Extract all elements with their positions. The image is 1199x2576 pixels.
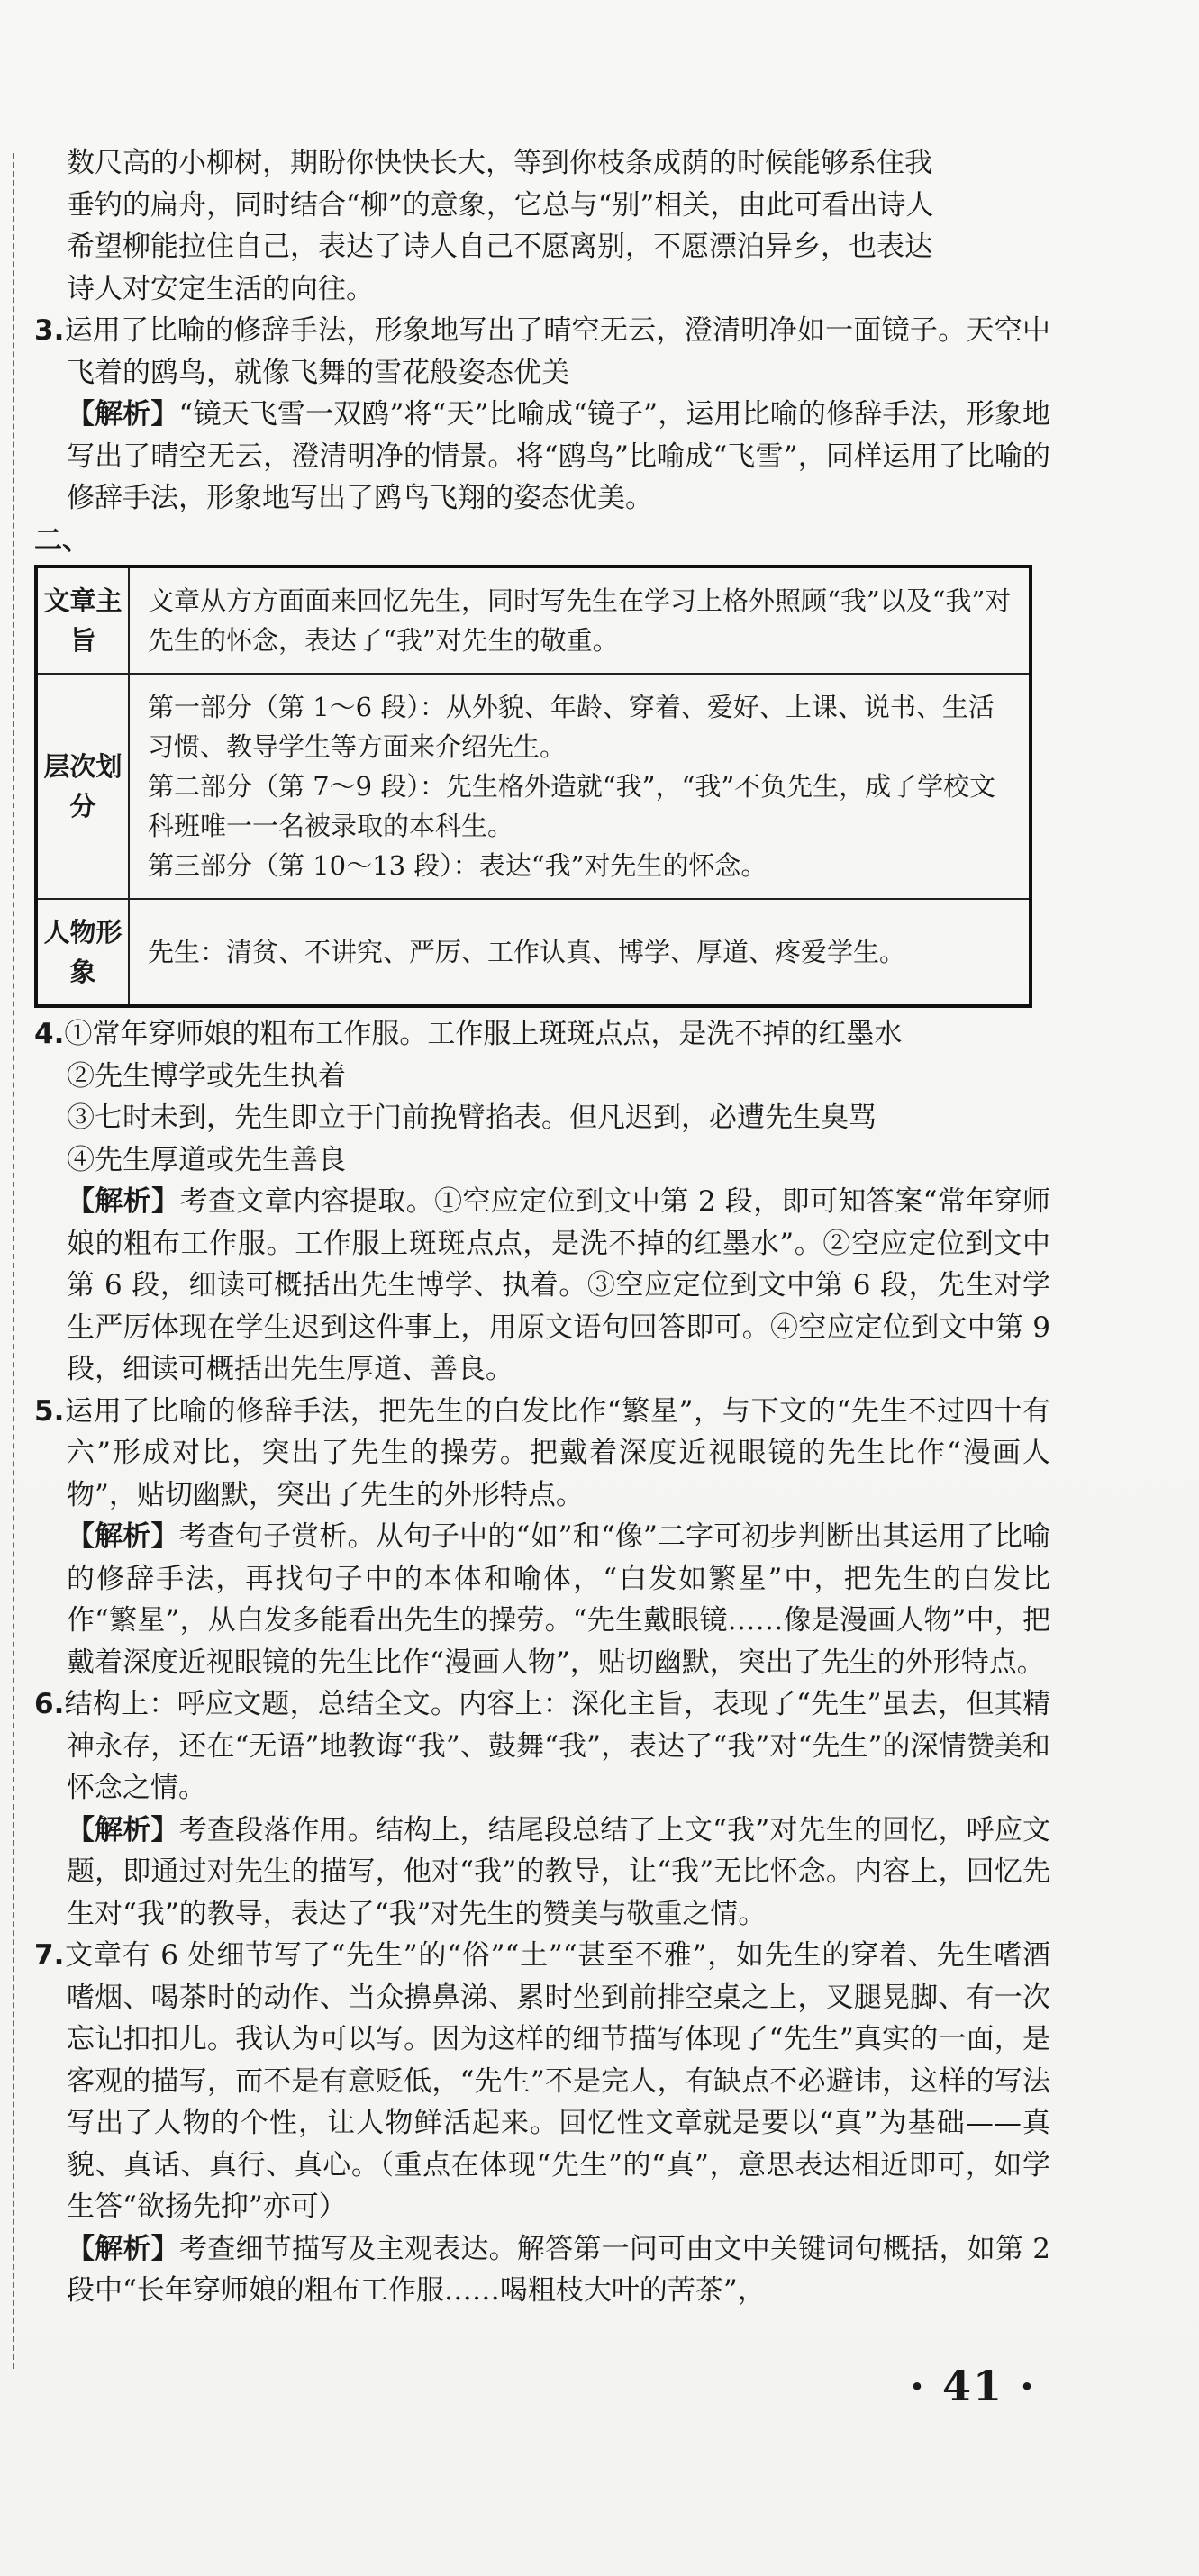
- question-number: 7.: [34, 1939, 65, 1972]
- page-number: · 41 ·: [910, 2362, 1037, 2410]
- answer-item: ①常年穿师娘的粗布工作服。工作服上斑斑点点，是洗不掉的红墨水: [64, 1018, 903, 1050]
- intro-line: 诗人对安定生活的向往。: [67, 272, 374, 305]
- row-heading: 人物形象: [36, 899, 129, 1006]
- table-row: [36, 899, 1031, 1006]
- analysis-tag: 【解析】: [67, 1813, 179, 1846]
- question-7: [34, 1935, 1050, 2312]
- intro-line: 数尺高的小柳树，期盼你快快长大，等到你枝条成荫的时候能够系住我: [67, 147, 932, 179]
- answer-item: ②先生博学或先生执着: [67, 1059, 346, 1093]
- answer-item: ③七时未到，先生即立于门前挽臂掐表。但凡迟到，必遭先生臭骂: [67, 1102, 877, 1134]
- intro-line: 希望柳能拉住自己，表达了诗人自己不愿离别，不愿漂泊异乡，也表达: [67, 231, 932, 263]
- intro-paragraph: [34, 142, 1050, 310]
- table-row: [36, 674, 1031, 899]
- row-content: 文章从方方面面来回忆先生，同时写先生在学习上格外照顾“我”以及“我”对先生的怀念，表达了“我”对先生的敬重。: [129, 567, 1031, 674]
- question-6: [34, 1683, 1050, 1935]
- question-3: [34, 310, 1050, 520]
- question-4: [34, 1013, 1050, 1391]
- analysis-tag: 【解析】: [67, 398, 179, 431]
- answer-content: [34, 142, 1050, 2312]
- answer-item: ④先生厚道或先生善良: [67, 1143, 346, 1176]
- analysis-tag: 【解析】: [67, 1185, 180, 1218]
- question-number: 6.: [34, 1688, 65, 1720]
- row-content-line: 第一部分（第 1～6 段）：从外貌、年龄、穿着、爱好、上课、说书、生活习惯、教导学生等方面来介绍先生。: [148, 692, 995, 762]
- question-5: [34, 1391, 1050, 1684]
- summary-table: [34, 565, 1032, 1008]
- intro-line: 垂钓的扁舟，同时结合“柳”的意象，它总与“别”相关，由此可看出诗人: [67, 188, 934, 222]
- answer-text: 运用了比喻的修辞手法，把先生的白发比作“繁星”，与下文的“先生不过四十有六”形成对比，突出了先生的操劳。把戴着深度近视眼镜的先生比作“漫画人物”，贴切幽默，突出了先生的外形特点。: [64, 1394, 1050, 1511]
- answer-text: 运用了比喻的修辞手法，形象地写出了晴空无云，澄清明净如一面镜子。天空中飞着的鸥鸟，就像飞舞的雪花般姿态优美: [64, 314, 1050, 389]
- analysis-tag: 【解析】: [67, 2232, 179, 2265]
- analysis-text: 考查段落作用。结构上，结尾段总结了上文“我”对先生的回忆，呼应文题，即通过对先生的描写，他对“我”的教导，让“我”无比怀念。内容上，回忆先生对“我”的教导，表达了“我”对先生的赞美与敬重之情。: [67, 1813, 1051, 1930]
- fold-dashed-line: [13, 153, 14, 2369]
- question-number: 3.: [34, 314, 65, 347]
- row-content: 先生：清贫、不讲究、严厉、工作认真、博学、厚道、疼爱学生。: [129, 899, 1031, 1006]
- section-heading: 二、: [34, 523, 90, 557]
- analysis-tag: 【解析】: [67, 1520, 179, 1553]
- row-heading: 文章主旨: [36, 567, 129, 674]
- analysis-text: “镜天飞雪一双鸥”将“天”比喻成“镜子”，运用比喻的修辞手法，形象地写出了晴空无云，澄清明净的情景。将“鸥鸟”比喻成“飞雪”，同样运用了比喻的修辞手法，形象地写出了鸥鸟飞翔的姿态优美。: [67, 398, 1050, 514]
- row-heading: 层次划分: [36, 674, 129, 899]
- question-number: 4.: [34, 1018, 65, 1050]
- analysis-text: 考查句子赏析。从句子中的“如”和“像”二字可初步判断出其运用了比喻的修辞手法，再找句子中的本体和喻体，“白发如繁星”中，把先生的白发比作“繁星”，从白发多能看出先生的操劳。“先生戴眼镜……像是漫画人物”中，把戴着深度近视眼镜的先生比作“漫画人物”，贴切幽默，突出了先生的外形特点。: [67, 1520, 1051, 1679]
- row-content-line: 第二部分（第 7～9 段）：先生格外造就“我”，“我”不负先生，成了学校文科班唯一一名被录取的本科生。: [148, 771, 996, 841]
- answer-text: 结构上：呼应文题，总结全文。内容上：深化主旨，表现了“先生”虽去，但其精神永存，还在“无语”地教诲“我”、鼓舞“我”，表达了“我”对“先生”的深情赞美和怀念之情。: [64, 1688, 1050, 1804]
- table-row: [36, 567, 1031, 674]
- answer-text: 文章有 6 处细节写了“先生”的“俗”“土”“甚至不雅”，如先生的穿着、先生嗜酒嗜烟、喝茶时的动作、当众擤鼻涕、累时坐到前排空桌之上，叉腿晃脚、有一次忘记扣扣儿。我认为可以写。因为这样的细节描写体现了“先生”真实的一面，是客观的描写，而不是有意贬低，“先生”不是完人，有缺点不必避讳，这样的写法写出了人物的个性，让人物鲜活起来。回忆性文章就是要以“真”为基础——真貌、真话、真行、真心。（重点在体现“先生”的“真”，意思表达相近即可，如学生答“欲扬先抑”亦可）: [64, 1939, 1050, 2223]
- analysis-text: 考查细节描写及主观表达。解答第一问可由文中关键词句概括，如第 2 段中“长年穿师娘的粗布工作服……喝粗枝大叶的苦茶”，: [67, 2232, 1051, 2307]
- row-content-line: 第三部分（第 10～13 段）：表达“我”对先生的怀念。: [148, 850, 768, 881]
- question-number: 5.: [34, 1394, 65, 1428]
- analysis-text: 考查文章内容提取。①空应定位到文中第 2 段，即可知答案“常年穿师娘的粗布工作服。工作服上斑斑点点，是洗不掉的红墨水”。②空应定位到文中第 6 段，细读可概括出先生博学、执着。③空应定位到文中第 6 段，先生对学生严厉体现在学生迟到这件事上，用原文语句回答即可。④空应定位到文中第 9 段，细读可概括出先生厚道、善良。: [67, 1185, 1051, 1385]
